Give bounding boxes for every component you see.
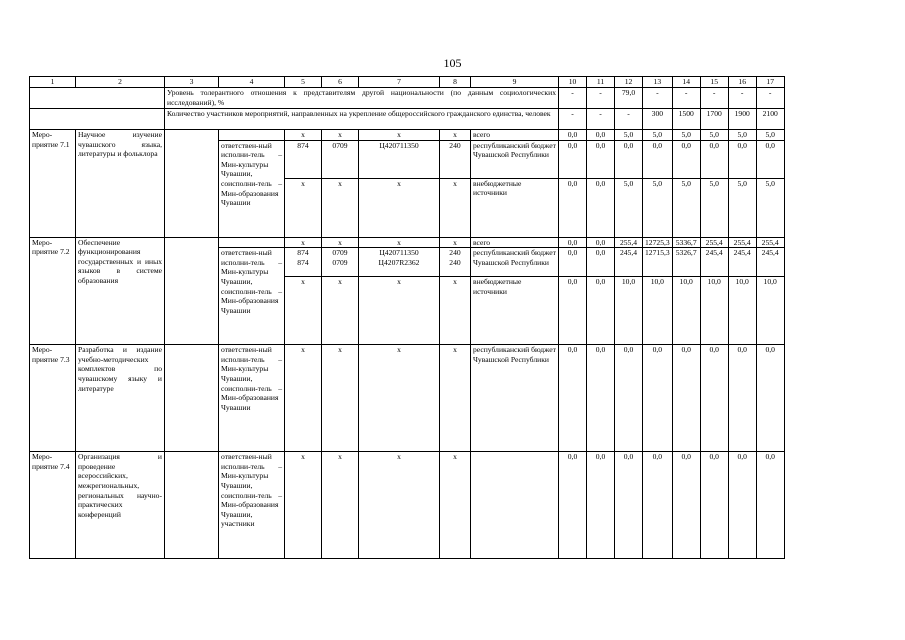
amount: 5,0 [728,130,756,141]
funding-source: всего [471,130,559,141]
table-row [30,452,785,559]
funding-source: внебюджетные источники [471,277,559,345]
code-csr: Ц420711350 [359,140,440,178]
indicator-value: - [643,88,673,109]
indicator-row [30,88,785,109]
code-vr [440,248,471,277]
code-vr: 240 [440,140,471,178]
amount: 0,0 [587,345,615,452]
amount: 5,0 [756,130,784,141]
funding-source: республиканский бюджет Чувашской Республики [471,140,559,178]
code-rz: х [322,452,359,559]
indicator-value: - [700,88,728,109]
amount: 5326,7 [672,248,700,277]
amount: 12715,3 [643,248,673,277]
amount: 0,0 [587,248,615,277]
column-number: 14 [672,77,700,88]
event-label: Меро-приятие 7.3 [30,345,76,452]
blank-cell [165,130,219,238]
event-name: Обеспечение функционирования государственных и иных языков в системе образования [76,237,165,345]
executor: ответствен-ный исполни-тель – Мин-культуры Чувашии, соисполни-тель – Мин-образования Чувашии [219,248,285,345]
column-number: 12 [615,77,643,88]
code-rz: х [322,277,359,345]
indicator-value: - [559,88,587,109]
amount: 0,0 [756,140,784,178]
indicator-value: - [587,88,615,109]
code-csr: х [359,178,440,237]
amount: 10,0 [700,277,728,345]
code-grbs: х [285,178,322,237]
amount: 245,4 [700,248,728,277]
column-number: 13 [643,77,673,88]
amount: 5,0 [643,178,673,237]
amount: 0,0 [587,140,615,178]
column-number: 16 [728,77,756,88]
page-number: 105 [443,56,462,70]
indicator-text: Количество участников мероприятий, направленных на укрепление общероссийского гражданского единства, человек [165,109,559,130]
amount: 5336,7 [672,237,700,248]
event-label: Меро-приятие 7.4 [30,452,76,559]
amount: 255,4 [756,237,784,248]
code-rz: х [322,130,359,141]
code-line: 240 [449,248,461,258]
amount: 5,0 [756,178,784,237]
amount: 0,0 [559,178,587,237]
table-row [30,130,785,141]
amount: 0,0 [672,452,700,559]
code-grbs: х [285,130,322,141]
column-number: 7 [359,77,440,88]
amount: 10,0 [756,277,784,345]
indicator-value: 1500 [672,109,700,130]
code-rz [322,248,359,277]
amount: 5,0 [700,130,728,141]
indicator-value: - [728,88,756,109]
column-number: 2 [76,77,165,88]
funding-source: внебюджетные источники [471,178,559,237]
amount: 0,0 [643,140,673,178]
amount: 0,0 [559,452,587,559]
amount: 255,4 [728,237,756,248]
blank-cell [165,237,219,345]
indicator-value: - [587,109,615,130]
column-number: 4 [219,77,285,88]
amount: 255,4 [615,237,643,248]
amount: 0,0 [587,130,615,141]
code-vr: х [440,277,471,345]
amount: 0,0 [559,277,587,345]
amount: 0,0 [728,140,756,178]
code-csr: х [359,452,440,559]
amount: 5,0 [728,178,756,237]
amount: 0,0 [587,452,615,559]
amount: 0,0 [700,452,728,559]
amount: 0,0 [728,345,756,452]
column-number: 15 [700,77,728,88]
amount: 0,0 [672,140,700,178]
amount: 245,4 [615,248,643,277]
amount: 5,0 [672,130,700,141]
indicator-value: 2100 [756,109,784,130]
amount: 10,0 [643,277,673,345]
code-line: Ц4207R2362 [378,257,420,267]
event-label: Меро-приятие 7.1 [30,130,76,238]
code-line: 240 [449,257,461,267]
amount: 0,0 [756,345,784,452]
indicator-row [30,109,785,130]
amount: 0,0 [643,452,673,559]
amount: 0,0 [615,140,643,178]
code-vr: х [440,452,471,559]
code-rz: 0709 [322,140,359,178]
amount: 0,0 [559,140,587,178]
amount: 0,0 [559,345,587,452]
amount: 245,4 [728,248,756,277]
amount: 0,0 [559,237,587,248]
code-rz: х [322,237,359,248]
amount: 10,0 [672,277,700,345]
amount: 245,4 [756,248,784,277]
executor: ответствен-ный исполни-тель – Мин-культуры Чувашии, соисполни-тель – Мин-образования Чувашии [219,345,285,452]
code-line: 0709 [332,257,348,267]
amount: 5,0 [672,178,700,237]
code-grbs: 874 [285,140,322,178]
executor: ответствен-ный исполни-тель – Мин-культуры Чувашии, соисполни-тель – Мин-образования Чувашии [219,140,285,237]
amount: 5,0 [643,130,673,141]
amount: 0,0 [559,130,587,141]
amount: 0,0 [700,140,728,178]
blank-cell [165,345,219,452]
column-number: 8 [440,77,471,88]
code-rz: х [322,178,359,237]
indicator-value: - [559,109,587,130]
code-line: Ц420711350 [379,248,419,258]
funding-source: всего [471,237,559,248]
code-vr: х [440,130,471,141]
column-number: 5 [285,77,322,88]
column-number: 10 [559,77,587,88]
amount: 0,0 [728,452,756,559]
amount: 0,0 [587,237,615,248]
event-name: Разработка и издание учебно-методических комплектов по чувашскому языку и литературе [76,345,165,452]
code-csr [359,248,440,277]
event-name: Организация и проведение всероссийских, межрегиональных, региональных научно-практических конференций [76,452,165,559]
column-number: 3 [165,77,219,88]
amount: 255,4 [700,237,728,248]
code-csr: х [359,237,440,248]
column-number: 17 [756,77,784,88]
code-line: 0709 [332,248,348,258]
amount: 0,0 [587,277,615,345]
funding-source [471,452,559,559]
blank-cell [30,109,165,130]
event-label: Меро-приятие 7.2 [30,237,76,345]
column-number: 11 [587,77,615,88]
indicator-value: 1700 [700,109,728,130]
amount: 0,0 [615,345,643,452]
amount: 0,0 [672,345,700,452]
code-grbs [285,248,322,277]
code-grbs: х [285,345,322,452]
indicator-value: 300 [643,109,673,130]
amount: 0,0 [615,452,643,559]
amount: 0,0 [756,452,784,559]
table-row [30,345,785,452]
blank-cell [219,130,285,141]
amount: 0,0 [559,248,587,277]
blank-cell [219,237,285,248]
budget-table [29,76,785,559]
column-number: 1 [30,77,76,88]
column-number: 6 [322,77,359,88]
code-grbs: х [285,452,322,559]
code-csr: х [359,345,440,452]
code-csr: х [359,277,440,345]
code-line: 874 [297,248,309,258]
funding-source: республиканский бюджет Чувашской Республики [471,345,559,452]
code-vr: х [440,178,471,237]
indicator-value: 1900 [728,109,756,130]
amount: 10,0 [615,277,643,345]
column-number: 9 [471,77,559,88]
code-csr: х [359,130,440,141]
indicator-value: - [672,88,700,109]
code-grbs: х [285,237,322,248]
indicator-text: Уровень толерантного отношения к представителям другой национальности (по данным социологических исследований), % [165,88,559,109]
code-line: 874 [297,257,309,267]
table-body [30,77,785,559]
blank-cell [165,452,219,559]
amount: 10,0 [728,277,756,345]
code-rz: х [322,345,359,452]
amount: 5,0 [615,178,643,237]
funding-source: республиканский бюджет Чувашской Республики [471,248,559,277]
blank-cell [30,88,165,109]
amount: 0,0 [587,178,615,237]
executor: ответствен-ный исполни-тель – Мин-культуры Чувашии, соисполни-тель – Мин-образования Чувашии, участники [219,452,285,559]
indicator-value: 79,0 [615,88,643,109]
code-vr: х [440,237,471,248]
amount: 5,0 [700,178,728,237]
indicator-value: - [615,109,643,130]
table-row [30,237,785,248]
code-vr: х [440,345,471,452]
amount: 0,0 [643,345,673,452]
amount: 5,0 [615,130,643,141]
event-name: Научное изучение чувашского языка, литературы и фольклора [76,130,165,238]
column-number-row [30,77,785,88]
amount: 12725,3 [643,237,673,248]
code-grbs: х [285,277,322,345]
amount: 0,0 [700,345,728,452]
indicator-value: - [756,88,784,109]
